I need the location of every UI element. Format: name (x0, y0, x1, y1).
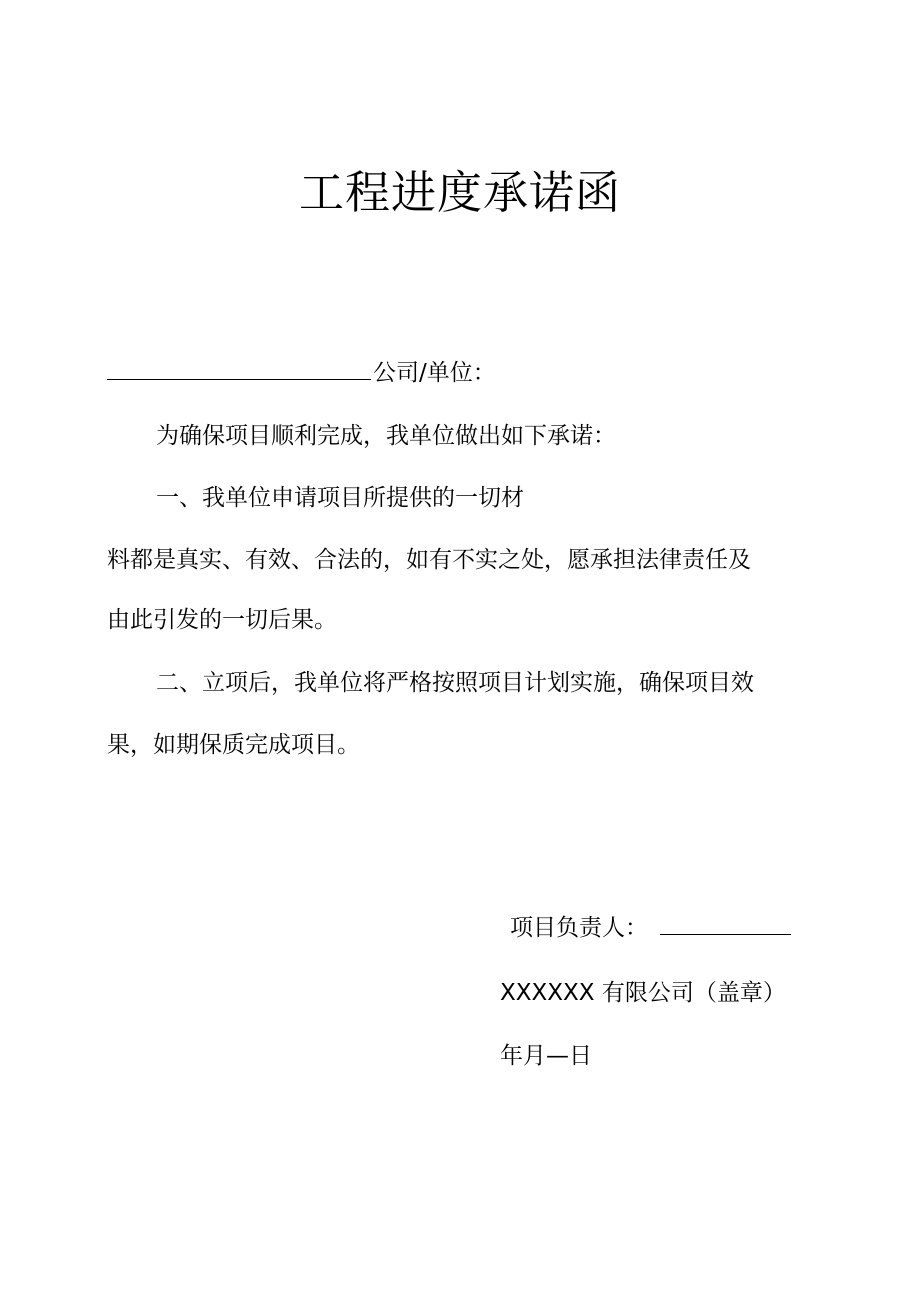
company-seal-line: XXXXXX 有限公司（盖章） (500, 980, 786, 1006)
clause-1-line-2: 料都是真实、有效、合法的，如有不实之处，愿承担法律责任及 (107, 547, 751, 573)
clause-2-line-1: 二、立项后，我单位将严格按照项目计划实施，确保项目效 (156, 670, 754, 696)
company-name-blank (107, 357, 371, 380)
clause-2-line-2: 果，如期保质完成项目。 (107, 732, 360, 758)
clause-1-line-3: 由此引发的一切后果。 (107, 607, 337, 633)
addressee-line (107, 357, 496, 389)
responsible-person-blank (660, 912, 791, 935)
date-line: 年月—日 (500, 1043, 592, 1069)
responsible-person-line (510, 912, 791, 944)
responsible-person-label: 项目负责人： (510, 915, 648, 941)
intro-paragraph: 为确保项目顺利完成，我单位做出如下承诺： (156, 423, 616, 449)
document-title: 工程进度承诺函 (298, 166, 621, 219)
addressee-suffix: 公司/单位： (373, 360, 496, 386)
clause-1-line-1: 一、我单位申请项目所提供的一切材 (156, 485, 524, 511)
